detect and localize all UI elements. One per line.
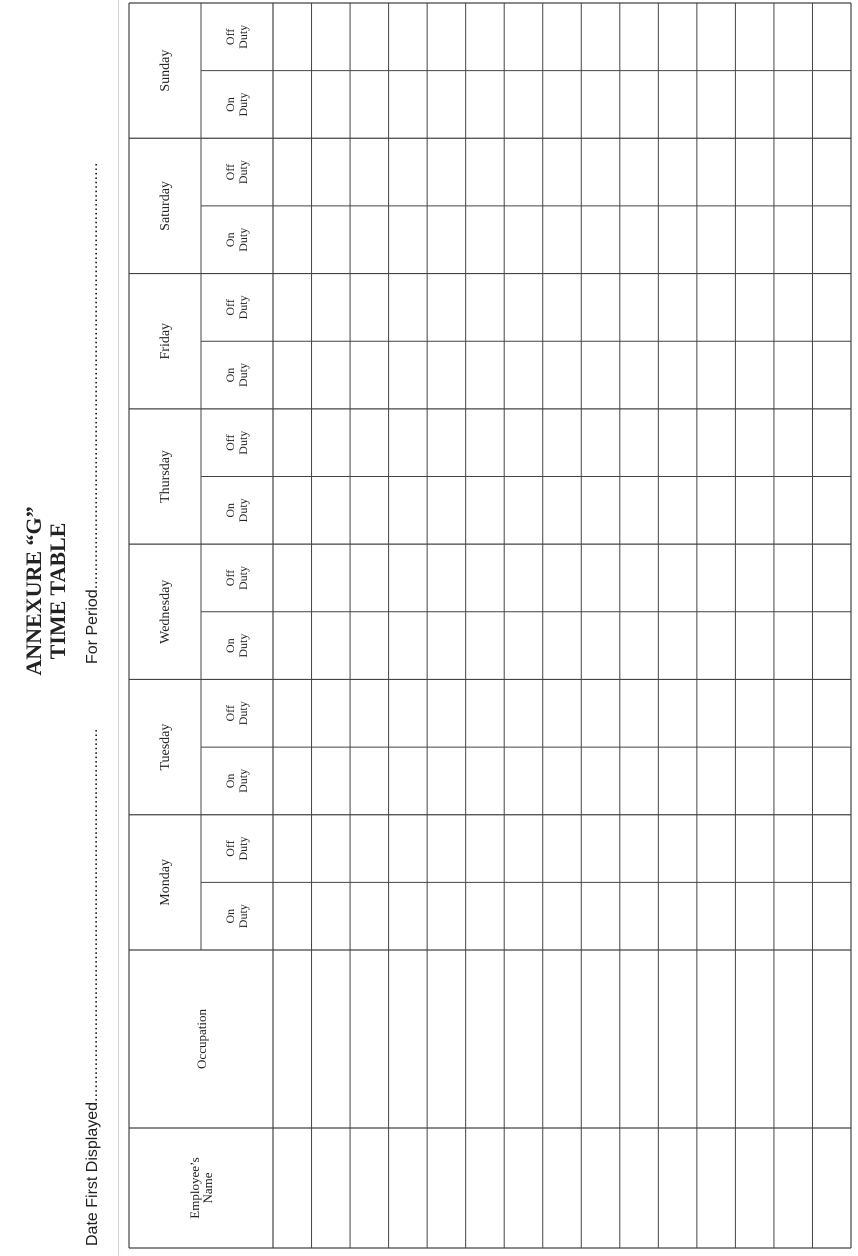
- on-duty-header-thursday: [201, 477, 273, 545]
- day-header-sunday-label: Sunday: [157, 49, 173, 92]
- period-dots: ................................................................................................: [84, 162, 101, 590]
- title-annexure: ANNEXURE “G”: [21, 506, 46, 676]
- off-duty-header-thursday: [201, 409, 273, 477]
- day-header-thursday-label: Thursday: [157, 450, 173, 503]
- on-duty-header-friday: [201, 341, 273, 409]
- on-duty-header-monday: [201, 882, 273, 950]
- off-duty-header-friday: [201, 274, 273, 342]
- off-duty-header-monday: [201, 815, 273, 883]
- on-duty-header-tuesday-label: On Duty: [223, 768, 250, 793]
- day-header-wednesday-label: Wednesday: [157, 579, 173, 644]
- on-duty-header-friday-label: On Duty: [223, 363, 250, 388]
- date-first-displayed: [84, 666, 108, 1246]
- on-duty-header-wednesday: [201, 612, 273, 680]
- occupation-header-label: Occupation: [193, 1009, 209, 1069]
- employee-name-header-label: Employee’s Name: [187, 1157, 215, 1219]
- off-duty-header-monday-label: Off Duty: [223, 836, 250, 861]
- day-header-saturday: [129, 138, 201, 273]
- day-header-monday: [129, 815, 201, 950]
- off-duty-header-tuesday-label: Off Duty: [223, 701, 250, 726]
- on-duty-header-sunday: [201, 71, 273, 139]
- day-header-friday: [129, 274, 201, 409]
- off-duty-header-friday-label: Off Duty: [223, 295, 250, 320]
- scan-margin-line: [118, 0, 119, 1256]
- date-dots: ....................................................................................: [84, 728, 101, 1102]
- day-header-thursday: [129, 409, 201, 544]
- day-header-tuesday-label: Tuesday: [157, 723, 173, 771]
- for-period: [84, 162, 108, 664]
- on-duty-header-wednesday-label: On Duty: [223, 633, 250, 658]
- occupation-header: [129, 950, 273, 1128]
- date-label: Date First Displayed: [84, 1101, 101, 1246]
- off-duty-header-sunday-label: Off Duty: [223, 24, 250, 49]
- off-duty-header-thursday-label: Off Duty: [223, 430, 250, 455]
- title-time-table: TIME TABLE: [45, 522, 70, 660]
- employee-name-header: [129, 1128, 273, 1248]
- off-duty-header-wednesday-label: Off Duty: [223, 565, 250, 590]
- off-duty-header-wednesday: [201, 544, 273, 612]
- on-duty-header-thursday-label: On Duty: [223, 498, 250, 523]
- on-duty-header-monday-label: On Duty: [223, 904, 250, 929]
- off-duty-header-saturday-label: Off Duty: [223, 160, 250, 185]
- day-header-saturday-label: Saturday: [157, 181, 173, 231]
- time-table-grid: [129, 3, 851, 1248]
- on-duty-header-sunday-label: On Duty: [223, 92, 250, 117]
- on-duty-header-saturday: [201, 206, 273, 274]
- day-header-sunday: [129, 3, 201, 138]
- day-header-tuesday: [129, 679, 201, 814]
- day-header-friday-label: Friday: [157, 322, 173, 360]
- document-title: [22, 466, 70, 716]
- day-header-monday-label: Monday: [157, 859, 173, 906]
- day-header-wednesday: [129, 544, 201, 679]
- on-duty-header-saturday-label: On Duty: [223, 227, 250, 252]
- period-label: For Period: [84, 589, 101, 664]
- off-duty-header-saturday: [201, 138, 273, 206]
- on-duty-header-tuesday: [201, 747, 273, 815]
- off-duty-header-tuesday: [201, 679, 273, 747]
- off-duty-header-sunday: [201, 3, 273, 71]
